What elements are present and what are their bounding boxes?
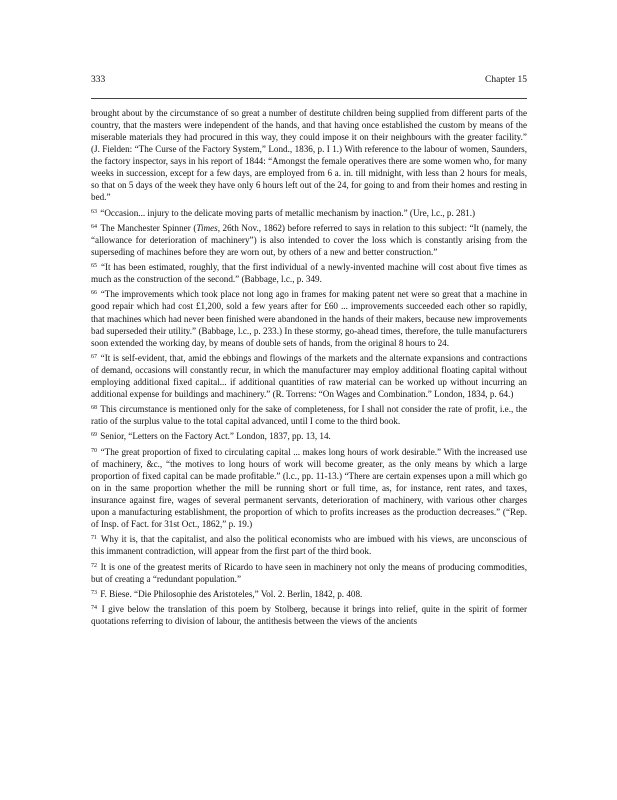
footnote-number: 68 (91, 405, 97, 412)
running-header (91, 73, 527, 87)
footnotes-body (91, 107, 527, 627)
footnote-68 (91, 403, 527, 427)
footnote-number: 74 (91, 605, 97, 612)
footnote-number: 63 (91, 208, 97, 215)
footnote-number: 71 (91, 535, 97, 542)
footnote-70 (91, 446, 527, 530)
footnote-66 (91, 288, 527, 348)
footnote-text-pre: The Manchester Spinner ( (100, 222, 197, 233)
footnote-74 (91, 603, 527, 627)
footnote-number: 65 (91, 263, 97, 270)
chapter-title: Chapter 15 (485, 75, 527, 85)
footnote-number: 69 (91, 432, 97, 439)
footnote-text: This circumstance is mentioned only for the sake of completeness, for I shall not consider the rate of profit, i.e., the ratio of the surplus value to the total capital advanced, until I come to the third book. (91, 404, 527, 427)
footnote-text: “Occasion... injury to the delicate moving parts of metallic mechanism by inaction.” (Ure, l.c., p. 281.) (100, 207, 476, 218)
footnote-number: 64 (91, 223, 97, 230)
footnote-text: “The improvements which took place not long ago in frames for making patent net were so great that a machine in good repair which had cost £1,200, sold a few years after for £60 ... improvements succeeded each other so rapidly, that machines which had never been finished were abandoned in the hands of their makers, because new improvements bad superseded their utility.” (Babbage, l.c., p. 233.) In these stormy, go-ahead times, therefore, the tulle manufacturers soon extended the working day, by means of double sets of hands, from the original 8 hours to 24. (91, 289, 528, 348)
footnote-text: It is one of the greatest merits of Ricardo to have seen in machinery not only the means of producing commodities, but of creating a “redundant population.” (91, 561, 528, 584)
footnote-number: 73 (91, 589, 97, 596)
footnote-72 (91, 561, 527, 585)
footnote-65 (91, 261, 527, 285)
header-rule (91, 98, 527, 99)
footnote-text: “The great proportion of fixed to circulating capital ... makes long hours of work desirable.” With the increased use of machinery, &c., “the motives to long hours of work will become greater, as the only means by which a large proportion of fixed capital can be made profitable.” (l.c., pp. 11-13.) “There are certain expenses upon a mill which go on in the same proportion whether the mill be running short or full time, as, for instance, rent rates, and taxes, insurance against fire, wages of several permanent servants, deterioration of machinery, with various other charges upon a manufacturing establishment, the proportion of which to profits increases as the production decreases.” (“Rep. of Insp. of Fact. for 31st Oct., 1862,” p. 19.) (91, 446, 527, 529)
footnote-number: 70 (91, 447, 97, 454)
footnote-71 (91, 533, 527, 557)
footnote-text: “It has been estimated, roughly, that the first individual of a newly-invented machine will cost about five times as much as the construction of the second.” (Babbage, l.c., p. 349. (91, 262, 527, 285)
footnote-67 (91, 352, 527, 400)
footnote-text: “It is self-evident, that, amid the ebbings and flowings of the markets and the alternate expansions and contractions of demand, occasions will constantly recur, in which the manufacturer may employ additional floating capital without employing additional fixed capital... if additional quantities of raw material can be worked up without incurring an additional expense for buildings and machinery.” (R. Torrens: “On Wages and Combination.” London, 1834, p. 64.) (91, 352, 528, 399)
footnote-italic: Times (196, 222, 218, 233)
footnote-69 (91, 430, 527, 442)
footnote-text: Senior, “Letters on the Factory Act.” London, 1837, pp. 13, 14. (100, 431, 331, 442)
page-number: 333 (91, 75, 106, 85)
footnote-73 (91, 588, 527, 600)
footnote-text: I give below the translation of this poem by Stolberg, because it brings into relief, quite in the spirit of former quotations referring to division of labour, the antithesis between the views of the ancients (91, 604, 527, 627)
footnote-text: , 26th Nov., 1862) before referred to says in relation to this subject: “It (namely, the “allowance for deterioration of machinery”) is also intended to cover the loss which is constantly arising from the superseding of machines before they are worn out, by others of a new and better construction.” (91, 222, 527, 257)
footnote-64 (91, 222, 527, 258)
footnote-text: F. Biese. “Die Philosophie des Aristoteles,” Vol. 2. Berlin, 1842, p. 408. (100, 588, 363, 599)
footnote-number: 67 (91, 353, 97, 360)
footnote-text: Why it is, that the capitalist, and also the political economists who are imbued with his views, are unconscious of this immanent contradiction, will appear from the first part of the third book. (91, 534, 527, 557)
footnote-continuation: brought about by the circumstance of so great a number of destitute children being supplied from different parts of the country, that the masters were independent of the hands, and that having once established the custom by means of the miserable materials they had procured in this way, they could impose it on their neighbours with the greater facility.” (J. Fielden: “The Curse of the Factory System,” Lond., 1836, p. I 1.) With reference to the labour of women, Saunders, the factory inspector, says in his report of 1844: “Amongst the female operatives there are some women who, for many weeks in succession, except for a few days, are employed from 6 a. in. till midnight, with less than 2 hours for meals, so that on 5 days of the week they have only 6 hours left out of the 24, for going to and from their homes and resting in bed.” (91, 108, 527, 203)
footnote-number: 66 (91, 290, 97, 297)
footnote-number: 72 (91, 562, 97, 569)
footnote-63 (91, 207, 527, 219)
